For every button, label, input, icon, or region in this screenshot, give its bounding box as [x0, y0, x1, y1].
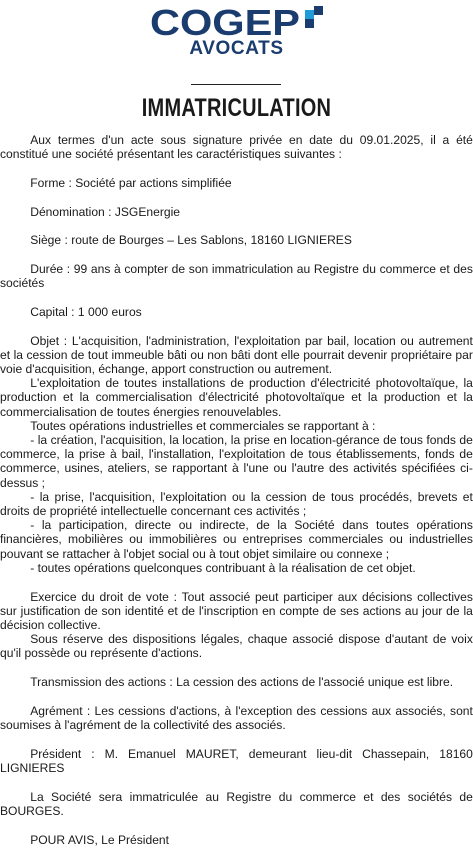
paragraph-denomination: Dénomination : JSGEnergie	[30, 204, 180, 219]
paragraph-objet-2: L'exploitation de toutes installations de production d'électricité photovoltaïque, la production et la commercialisation d'électricité photovoltaïque et la production et la commercialisation de toutes énergies renouvelables.	[0, 376, 473, 419]
paragraph-signature: POUR AVIS, Le Président	[30, 832, 169, 847]
notice-title: IMMATRICULATION	[141, 94, 332, 122]
logo-square-dark	[314, 6, 323, 15]
notice-body	[0, 133, 473, 847]
cogep-logo	[0, 4, 473, 60]
paragraph-agrement: Agrément : Les cessions d'actions, à l'exception des cessions aux associés, sont soumises à l'agrément de la collectivité des associés.	[0, 703, 473, 732]
logo-square-dark-2	[305, 19, 314, 28]
paragraph-objet-7: - toutes opérations quelconques contribuant à la réalisation de cet objet.	[30, 560, 416, 575]
paragraph-objet-6: - la participation, directe ou indirecte, de la Société dans toutes opérations financières, mobilières ou immobilières ou entreprises commerciales ou industrielles pouvant se rattacher à l'objet social ou à tout objet similaire ou connexe ;	[0, 518, 473, 561]
paragraph-forme: Forme : Société par actions simplifiée	[30, 175, 232, 190]
logo-subtext: AVOCATS	[189, 38, 284, 59]
paragraph-siege: Siège : route de Bourges – Les Sablons, 18160 LIGNIERES	[30, 233, 352, 248]
paragraph-objet-3: Toutes opérations industrielles et commerciales se rapportant à :	[30, 418, 376, 433]
paragraph-president: Président : M. Emanuel MAURET, demeurant lieu-dit Chassepain, 18160 LIGNIERES	[0, 746, 473, 775]
cogep-logo-mark	[148, 6, 328, 38]
logo-square-accent	[305, 10, 314, 19]
paragraph-intro: Aux termes d'un acte sous signature privée en date du 09.01.2025, il a été constitué une société présentant les caractéristiques suivantes :	[0, 133, 473, 162]
title-divider	[191, 84, 281, 85]
paragraph-duree: Durée : 99 ans à compter de son immatriculation au Registre du commerce et des sociétés	[0, 262, 473, 291]
paragraph-vote-2: Sous réserve des dispositions légales, chaque associé dispose d'autant de voix qu'il possède ou représente d'actions.	[0, 632, 473, 661]
paragraph-immatriculation: La Société sera immatriculée au Registre du commerce et des sociétés de BOURGES.	[0, 789, 473, 818]
paragraph-capital: Capital : 1 000 euros	[30, 304, 142, 319]
logo-wordmark: COGEP	[150, 6, 300, 38]
paragraph-objet-1: Objet : L'acquisition, l'administration, l'exploitation par bail, location ou autrement et la cession de tout immeuble bâti ou non bâti dont elle pourrait devenir propriétaire par voie d'acquisition, échange, apport construction ou autrement.	[0, 333, 473, 377]
paragraph-transmission: Transmission des actions : La cession des actions de l'associé unique est libre.	[30, 675, 454, 690]
paragraph-vote-1: Exercice du droit de vote : Tout associé peut participer aux décisions collectives sur justification de son identité et de l'inscription en compte de ses actions au jour de la décision collective.	[0, 589, 473, 632]
paragraph-objet-4: - la création, l'acquisition, la location, la prise en location-gérance de tous fonds de commerce, la prise à bail, l'installation, l'exploitation de tous établissements, fonds de commerce, usines, ateliers, se rapportant à l'une ou l'autre des activités spécifiées ci-dessus ;	[0, 433, 473, 490]
paragraph-objet-5: - la prise, l'acquisition, l'exploitation ou la cession de tous procédés, brevets et droits de propriété intellectuelle concernant ces activités ;	[0, 489, 473, 519]
